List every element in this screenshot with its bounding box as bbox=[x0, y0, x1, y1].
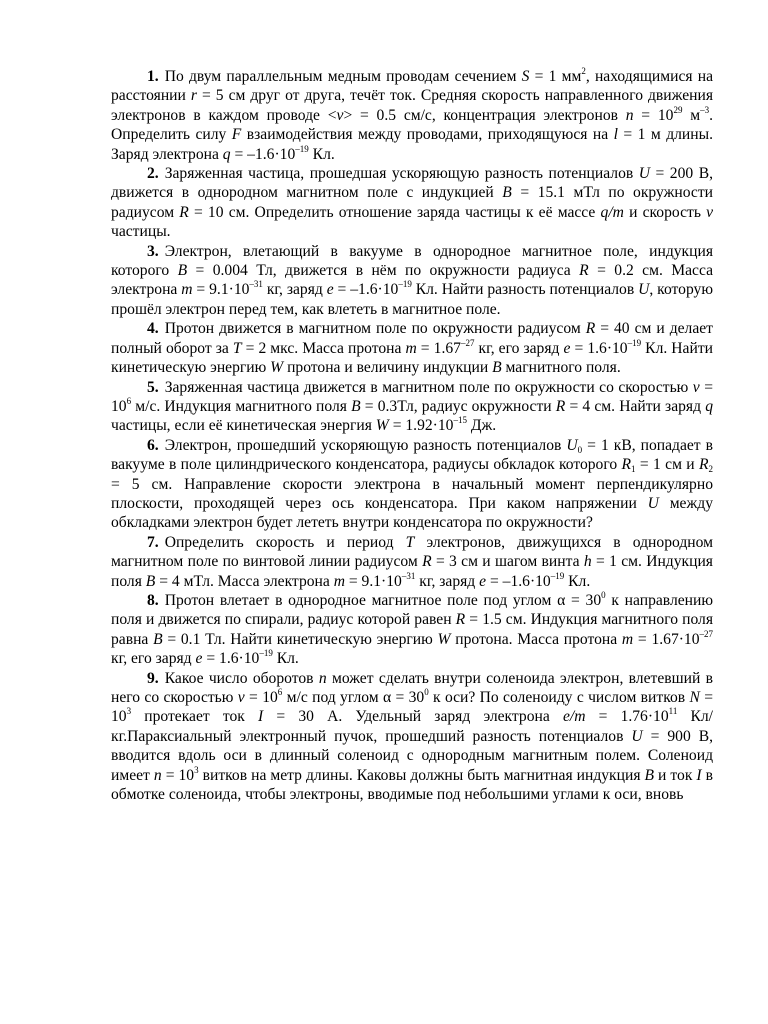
problem-number: 8. bbox=[147, 591, 159, 609]
problem-3: 3. Электрон, влетающий в вакууме в однородное магнитное поле, индукция которого B = 0.004 Тл, движется в нём по окружности радиуса R = 0.2 см. Масса электрона $m = 9.1\cdot 10^{-31}$ кг, заряд $e = -1.6\cdot 10^{-19}$ Кл. Найти разность потенциалов U, которую прошёл электрон перед тем, как влететь в магнитное поле. bbox=[111, 242, 714, 318]
problem-number: 7. bbox=[147, 533, 159, 551]
problem-number: 1. bbox=[147, 68, 159, 85]
problem-6: 6. Электрон, прошедший ускоряющую разность потенциалов $U_0 = 1$ кВ, попадает в вакууме в поле цилиндрического конденсатора, радиусы обкладок которого $R_1 = 1$ см и $R_2 = 5$ см. Направление скорости электрона в начальный момент перпендикулярно плоскости, проходящей через ось конденсатора. При каком напряжении U между обкладками электрон будет лететь внутри конденсатора по окружности? bbox=[111, 436, 714, 532]
problem-number: 6. bbox=[147, 436, 159, 454]
problem-1: 1. По двум параллельным медным проводам сечением S = 1 $мм^2$, находящимися на расстоянии r = 5 см друг от друга, течёт ток. Средняя скорость направленного движения электронов в каждом проводе <v> = 0.5 см/с, концентрация электронов $n = 10^{29}$ $м^{-3}$. Определить силу F взаимодействия между проводами, приходящуюся на l = 1 м длины. Заряд электрона $q = -1.6\cdot 10^{-19}$ Кл. bbox=[111, 66, 714, 163]
problem-5: 5. Заряженная частица движется в магнитном поле по окружности со скоростью $v = 10^6$ м/с. Индукция магнитного поля B = 0.3Тл, радиус окружности R = 4 см. Найти заряд q частицы, если её кинетическая энергия $W = 1.92\cdot 10^{-15}$ Дж. bbox=[111, 378, 713, 435]
problem-2: 2. Заряженная частица, прошедшая ускоряющую разность потенциалов U = 200 В, движется в однородном магнитном поле с индукцией B = 15.1 мТл по окружности радиусом R = 10 см. Определить отношение заряда частицы к её массе q/m и скорость v частицы. bbox=[111, 165, 714, 241]
problem-4: 4. Протон движется в магнитном поле по окружности радиусом R = 40 см и делает полный оборот за T = 2 мкс. Масса протона $m = 1.67^{-27}$ кг, его заряд $e = 1.6\cdot 10^{-19}$ Кл. Найти кинетическую энергию W протона и величину индукции B магнитного поля. bbox=[111, 320, 713, 377]
problem-number: 9. bbox=[147, 669, 159, 687]
problem-9: 9. Какое число оборотов n может сделать внутри соленоида электрон, влетевший в него со скоростью $v = 10^6$ м/с под углом $\alpha = 30^0$ к оси? По соленоиду с числом витков $N = 10^3$ протекает ток I = 30 А. Удельный заряд электрона $e/m = 1.76\cdot 10^{11}$ Кл/кг.Параксиальный электронный пучок, прошедший разность потенциалов U = 900 В, вводится вдоль оси в длинный соленоид с однородным магнитным полем. Соленоид имеет $n = 10^3$ витков на метр длины. Каковы должны быть магнитная индукция B и ток I в обмотке соленоида, чтобы электроны, вводимые под небольшими углами к оси, вновь bbox=[111, 669, 714, 804]
problem-number: 5. bbox=[147, 378, 159, 396]
problem-number: 3. bbox=[147, 242, 159, 260]
problem-7: 7. Определить скорость и период T электронов, движущихся в однородном магнитном поле по винтовой линии радиусом R = 3 см и шагом винта h = 1 см. Индукция поля B = 4 мТл. Масса электрона $m = 9.1\cdot 10^{-31}$ кг, заряд $e = -1.6\cdot 10^{-19}$ Кл. bbox=[111, 533, 713, 590]
problem-number: 2. bbox=[147, 165, 159, 183]
problem-number: 4. bbox=[147, 320, 159, 338]
problem-8: 8. Протон влетает в однородное магнитное поле под углом $\alpha = 30^0$ к направлению поля и движется по спирали, радиус которой равен R = 1.5 см. Индукция магнитного поля равна B = 0.1 Тл. Найти кинетическую энергию W протона. Масса протона $m = 1.67\cdot 10^{-27}$ кг, его заряд $e = 1.6\cdot 10^{-19}$ Кл. bbox=[111, 589, 714, 668]
